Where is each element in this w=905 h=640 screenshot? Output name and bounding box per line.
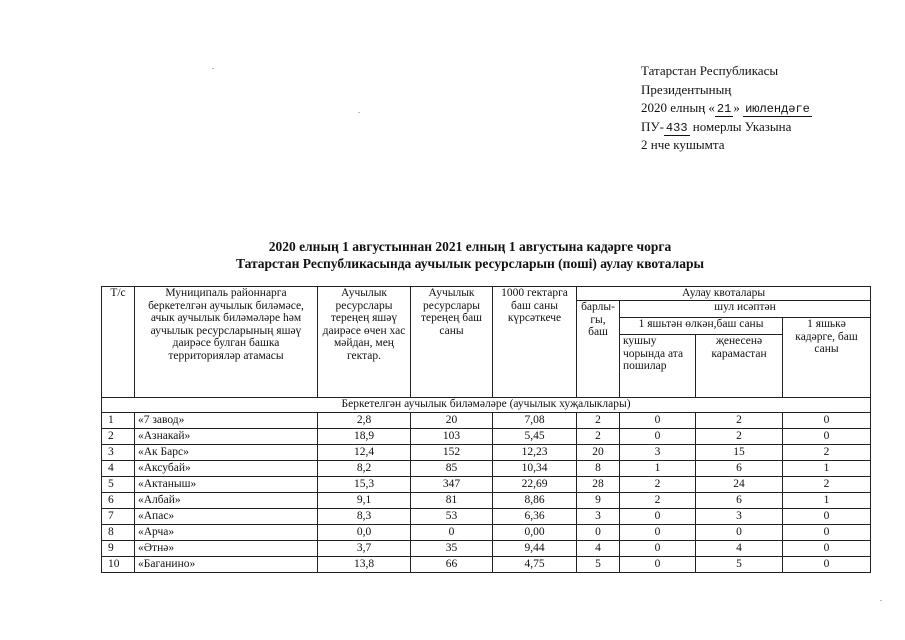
scan-speck <box>212 68 214 69</box>
row-males: 3 <box>620 445 696 461</box>
row-young: 0 <box>783 541 871 557</box>
row-total: 2 <box>577 429 620 445</box>
col-header-quota: Аулау квоталары <box>577 287 871 301</box>
row-nogender: 3 <box>696 509 783 525</box>
scan-speck <box>358 112 360 113</box>
row-nogender: 6 <box>696 461 783 477</box>
row-nogender: 5 <box>696 557 783 573</box>
row-nogender: 6 <box>696 493 783 509</box>
row-area: 9,1 <box>318 493 411 509</box>
row-males: 0 <box>620 525 696 541</box>
date-month: июлендәге <box>745 102 810 116</box>
row-total: 2 <box>577 413 620 429</box>
row-density: 6,36 <box>493 509 577 525</box>
row-count: 0 <box>411 525 493 541</box>
row-name: «Апас» <box>135 509 318 525</box>
row-name: «7 завод» <box>135 413 318 429</box>
row-density: 0,00 <box>493 525 577 541</box>
col-header-density: 1000 гектарга баш саны күрсәткече <box>493 287 577 398</box>
row-area: 8,2 <box>318 461 411 477</box>
row-total: 3 <box>577 509 620 525</box>
row-name: «Ак Барс» <box>135 445 318 461</box>
col-header-older: 1 яшьтән өлкән,баш саны <box>620 318 783 335</box>
decree-prefix: ПУ- <box>641 118 664 134</box>
row-density: 9,44 <box>493 541 577 557</box>
row-density: 12,23 <box>493 445 577 461</box>
header-line-3 <box>641 99 881 118</box>
row-count: 103 <box>411 429 493 445</box>
table-row <box>102 541 871 557</box>
quota-table <box>101 286 871 573</box>
header-line-4 <box>641 118 881 137</box>
row-males: 0 <box>620 509 696 525</box>
row-number: 6 <box>102 493 135 509</box>
row-males: 0 <box>620 413 696 429</box>
row-number: 1 <box>102 413 135 429</box>
row-number: 4 <box>102 461 135 477</box>
row-density: 22,69 <box>493 477 577 493</box>
row-number: 10 <box>102 557 135 573</box>
row-count: 85 <box>411 461 493 477</box>
row-name: «Аксубай» <box>135 461 318 477</box>
row-total: 8 <box>577 461 620 477</box>
section-header: Беркетелгән аучылык биләмәләре (аучылык хуҗалыклары) <box>102 398 871 413</box>
row-area: 15,3 <box>318 477 411 493</box>
row-young: 1 <box>783 493 871 509</box>
row-number: 8 <box>102 525 135 541</box>
row-area: 2,8 <box>318 413 411 429</box>
col-header-num: Т/с <box>102 287 135 398</box>
row-young: 2 <box>783 477 871 493</box>
col-header-young: 1 яшькә кадәрге, баш саны <box>783 318 871 398</box>
row-young: 0 <box>783 525 871 541</box>
table-row <box>102 477 871 493</box>
row-nogender: 2 <box>696 413 783 429</box>
date-prefix: 2020 елның « <box>641 100 715 115</box>
row-young: 0 <box>783 413 871 429</box>
row-total: 9 <box>577 493 620 509</box>
row-young: 2 <box>783 445 871 461</box>
row-males: 2 <box>620 493 696 509</box>
row-count: 347 <box>411 477 493 493</box>
row-area: 3,7 <box>318 541 411 557</box>
row-young: 0 <box>783 429 871 445</box>
document-header <box>641 62 881 155</box>
row-density: 8,86 <box>493 493 577 509</box>
col-header-count: Аучылык ресурслары тереңең баш саны <box>411 287 493 398</box>
document-title-line-1: 2020 елның 1 августыннан 2021 елның 1 августына кадәрге чорга <box>268 239 672 254</box>
row-count: 81 <box>411 493 493 509</box>
row-count: 66 <box>411 557 493 573</box>
row-number: 3 <box>102 445 135 461</box>
header-line-2: Президентының <box>641 81 732 97</box>
row-total: 5 <box>577 557 620 573</box>
row-young: 0 <box>783 509 871 525</box>
row-total: 20 <box>577 445 620 461</box>
decree-number: 433 <box>665 120 688 135</box>
row-number: 9 <box>102 541 135 557</box>
document-title-line-2: Татарстан Республикасында аучылык ресурсларын (пошi) аулау квоталары <box>235 256 705 271</box>
row-young: 1 <box>783 461 871 477</box>
row-nogender: 4 <box>696 541 783 557</box>
row-area: 13,8 <box>318 557 411 573</box>
row-name: «Азнакай» <box>135 429 318 445</box>
decree-suffix: номерлы Указына <box>692 118 792 134</box>
table-row <box>102 413 871 429</box>
row-males: 0 <box>620 429 696 445</box>
row-name: «Актаныш» <box>135 477 318 493</box>
row-name: «Албай» <box>135 493 318 509</box>
row-total: 28 <box>577 477 620 493</box>
table-row <box>102 509 871 525</box>
row-name: «Әтнә» <box>135 541 318 557</box>
header-line-1: Татарстан Республикасы <box>641 63 779 78</box>
table-row <box>102 557 871 573</box>
col-header-males: кушыу чорында ата пошилар <box>620 335 696 398</box>
row-nogender: 0 <box>696 525 783 541</box>
row-males: 0 <box>620 557 696 573</box>
table-row <box>102 461 871 477</box>
table-row <box>102 493 871 509</box>
row-density: 10,34 <box>493 461 577 477</box>
col-header-area: Аучылык ресурслары тереңең яшәү даирәсе өчен хас мәйдан, мең гектар. <box>318 287 411 398</box>
row-area: 18,9 <box>318 429 411 445</box>
row-nogender: 15 <box>696 445 783 461</box>
table-row <box>102 525 871 541</box>
row-nogender: 24 <box>696 477 783 493</box>
row-young: 0 <box>783 557 871 573</box>
row-density: 7,08 <box>493 413 577 429</box>
row-count: 152 <box>411 445 493 461</box>
row-name: «Баганино» <box>135 557 318 573</box>
date-mid: » <box>733 100 740 115</box>
row-males: 1 <box>620 461 696 477</box>
col-header-nogender: җенесенә карамастан <box>696 335 783 398</box>
row-number: 2 <box>102 429 135 445</box>
row-total: 0 <box>577 525 620 541</box>
row-area: 0,0 <box>318 525 411 541</box>
row-name: «Арча» <box>135 525 318 541</box>
scan-speck <box>880 600 882 601</box>
row-nogender: 2 <box>696 429 783 445</box>
table-row <box>102 445 871 461</box>
row-count: 20 <box>411 413 493 429</box>
col-header-name: Муниципаль районнарга беркетелгән аучылык биләмәсе, ачык аучылык биләмәләре һәм аучылык ресурсларының яшәү даирәсе булган башка территорияләр атамасы <box>135 287 318 398</box>
col-header-including: шул исәптән <box>620 301 871 318</box>
row-count: 53 <box>411 509 493 525</box>
table-row <box>102 429 871 445</box>
row-number: 5 <box>102 477 135 493</box>
row-area: 8,3 <box>318 509 411 525</box>
row-area: 12,4 <box>318 445 411 461</box>
col-header-total: барлы-гы, баш <box>577 301 620 398</box>
row-total: 4 <box>577 541 620 557</box>
row-males: 2 <box>620 477 696 493</box>
row-density: 5,45 <box>493 429 577 445</box>
row-males: 0 <box>620 541 696 557</box>
row-count: 35 <box>411 541 493 557</box>
header-line-5: 2 нче кушымта <box>641 137 725 152</box>
row-number: 7 <box>102 509 135 525</box>
date-day: 21 <box>716 102 732 116</box>
row-density: 4,75 <box>493 557 577 573</box>
